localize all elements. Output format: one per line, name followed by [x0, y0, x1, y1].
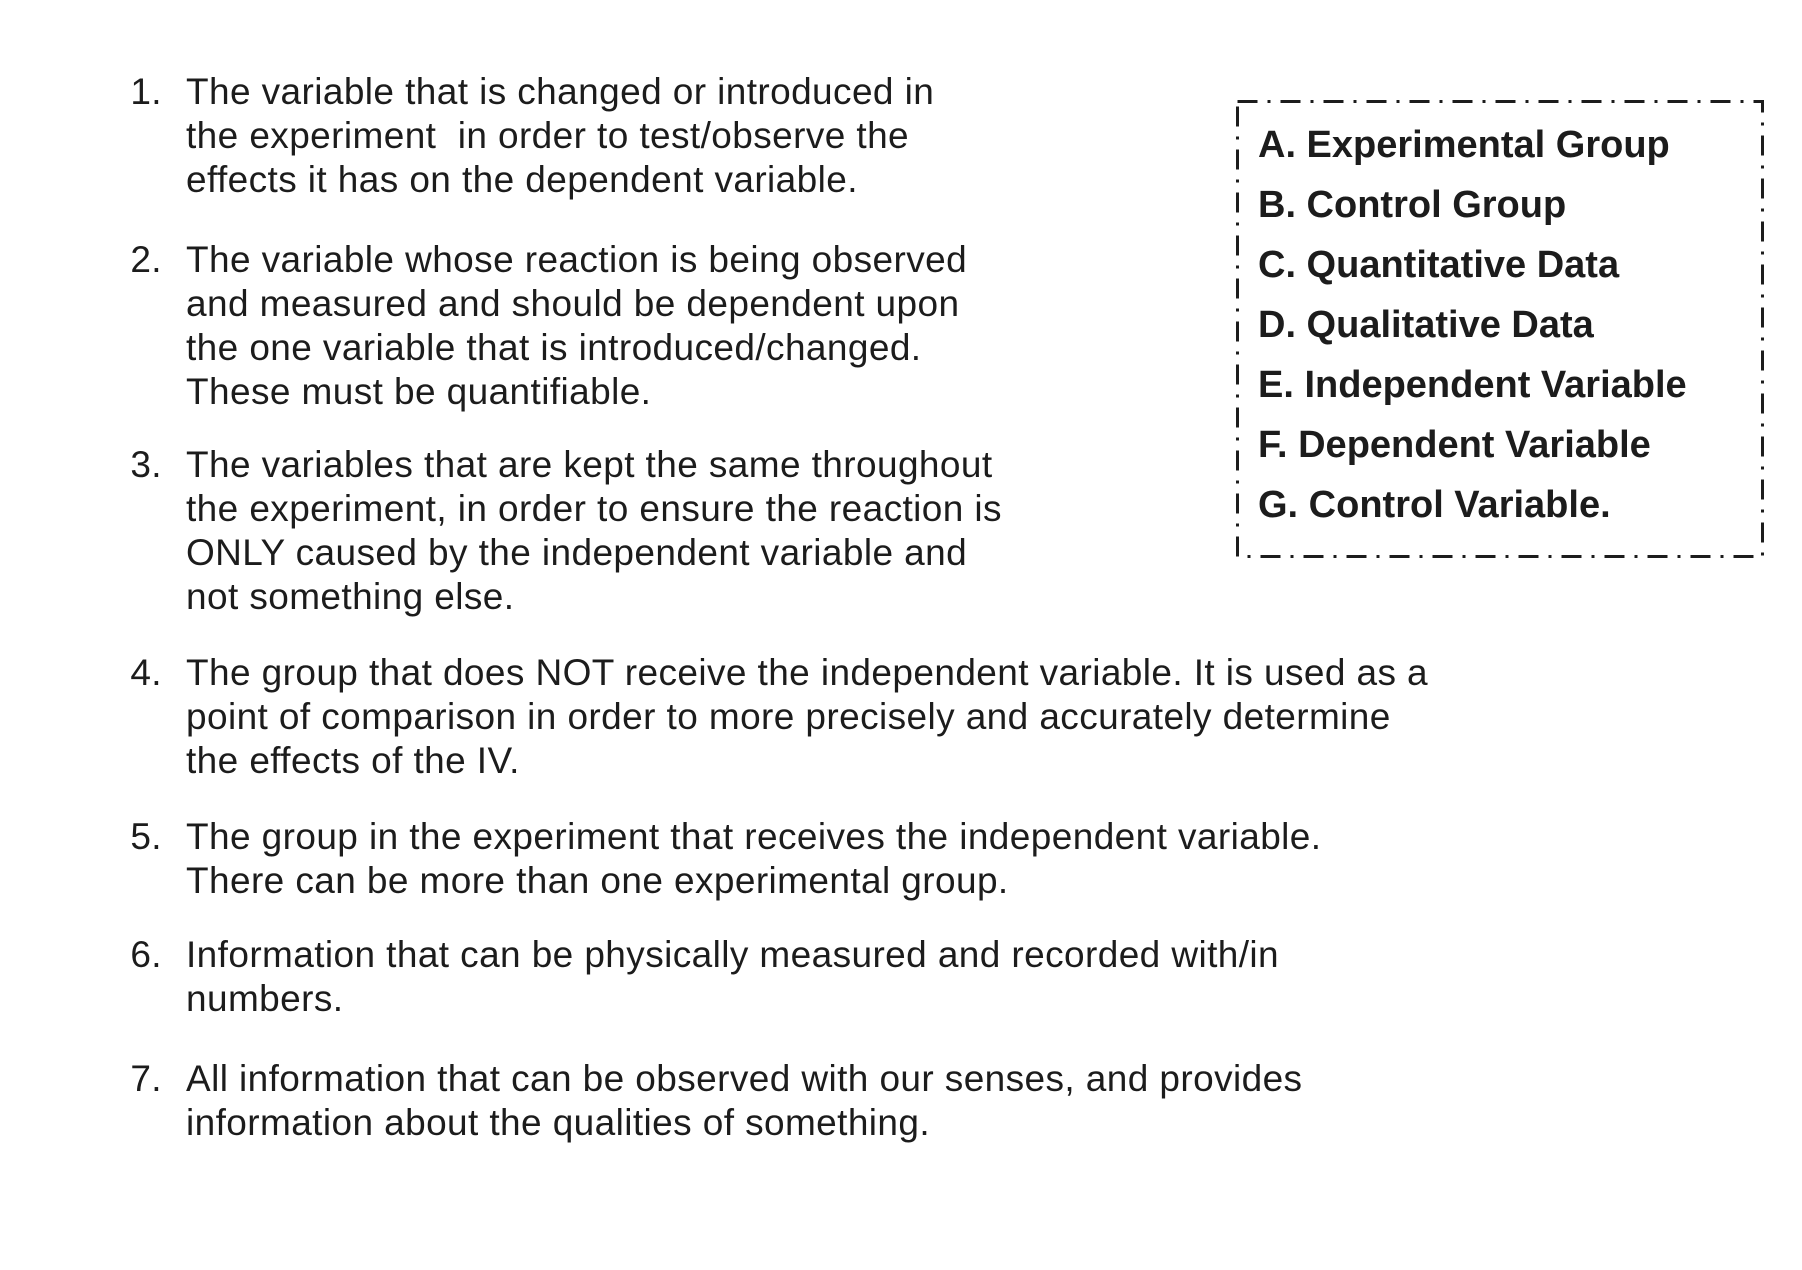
- option-g: G. Control Variable.: [1258, 484, 1611, 526]
- question-2-number: 2.: [130, 239, 162, 280]
- question-6-line-1: Information that can be physically measured and recorded with/in: [186, 934, 1280, 975]
- question-4-text: [186, 651, 1700, 783]
- question-5: [100, 815, 1700, 903]
- question-7-number: 7.: [130, 1058, 162, 1099]
- question-4-line-2: point of comparison in order to more precisely and accurately determine: [186, 696, 1391, 737]
- question-3-line-2: the experiment, in order to ensure the reaction is: [186, 488, 1002, 529]
- question-5-text: [186, 815, 1700, 903]
- question-4: [100, 651, 1700, 783]
- question-5-number: 5.: [130, 816, 162, 857]
- question-2-line-3: the one variable that is introduced/changed.: [186, 327, 922, 368]
- option-d: D. Qualitative Data: [1258, 304, 1594, 346]
- option-b: B. Control Group: [1258, 184, 1567, 226]
- question-4-number: 4.: [130, 652, 162, 693]
- question-4-line-1: The group that does NOT receive the independent variable. It is used as a: [186, 652, 1429, 693]
- question-1-number: 1.: [130, 71, 162, 112]
- question-3-line-1: The variables that are kept the same throughout: [186, 444, 993, 485]
- question-6: [100, 933, 1700, 1021]
- option-a: A. Experimental Group: [1258, 124, 1670, 166]
- question-4-line-3: the effects of the IV.: [186, 740, 520, 781]
- question-2-line-4: These must be quantifiable.: [186, 371, 652, 412]
- question-2-line-2: and measured and should be dependent upon: [186, 283, 960, 324]
- answer-option-list: [1258, 115, 1756, 535]
- question-7-line-1: All information that can be observed with our senses, and provides: [186, 1058, 1303, 1099]
- option-e: E. Independent Variable: [1258, 364, 1687, 406]
- question-7-text: [186, 1057, 1700, 1145]
- option-c: C. Quantitative Data: [1258, 244, 1620, 286]
- question-1-line-1: The variable that is changed or introduced in: [186, 71, 935, 112]
- question-6-number: 6.: [130, 934, 162, 975]
- question-5-line-1: The group in the experiment that receives the independent variable.: [186, 816, 1322, 857]
- question-1-line-3: effects it has on the dependent variable.: [186, 159, 858, 200]
- question-3-number: 3.: [130, 444, 162, 485]
- question-6-line-2: numbers.: [186, 978, 344, 1019]
- question-7-line-2: information about the qualities of something.: [186, 1102, 931, 1143]
- question-7: [100, 1057, 1700, 1145]
- question-6-text: [186, 933, 1700, 1021]
- question-5-line-2: There can be more than one experimental group.: [186, 860, 1009, 901]
- question-1-line-2: the experiment in order to test/observe the: [186, 115, 910, 156]
- question-3-line-3: ONLY caused by the independent variable and: [186, 532, 968, 573]
- option-f: F. Dependent Variable: [1258, 424, 1651, 466]
- answer-key-box: [1236, 100, 1764, 558]
- question-2-line-1: The variable whose reaction is being observed: [186, 239, 968, 280]
- question-3-line-4: not something else.: [186, 576, 515, 617]
